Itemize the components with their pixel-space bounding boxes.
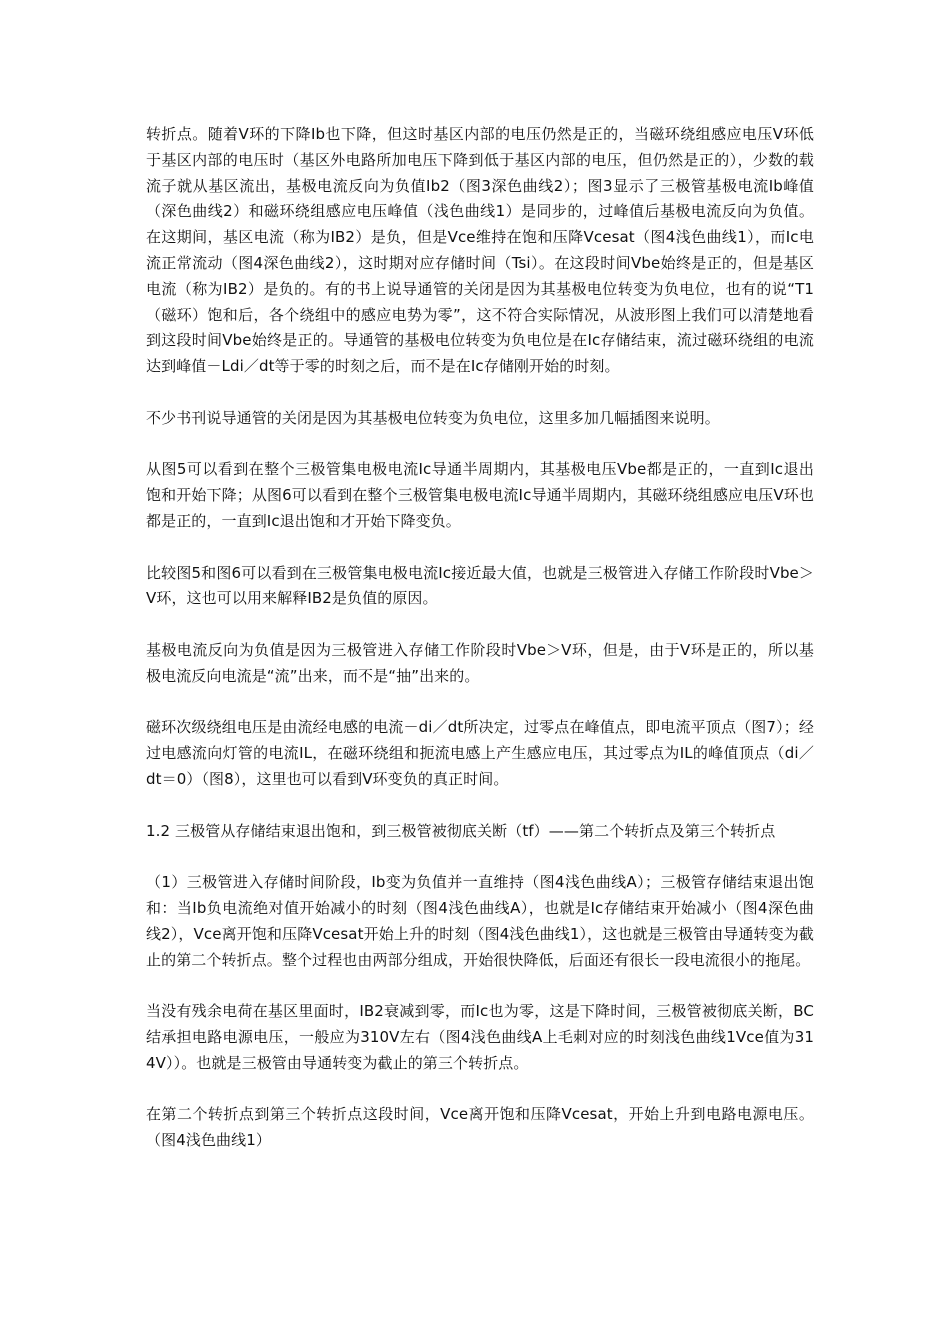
paragraph-illustration-note: 不少书刊说导通管的关闭是因为其基极电位转变为负电位，这里多加几幅插图来说明。 <box>146 408 720 427</box>
paragraph-storage-time: 转折点。随着V环的下降Ib也下降，但这时基区内部的电压仍然是正的，当磁环绕组感应电压V环低于基区内部的电压时（基区外电路所加电压下降到低于基区内部的电压，但仍然是正的），少数的载流子就从基区流出，基极电流反向为负值Ib2（图3深色曲线2）；图3显示了三极管基极电流Ib峰值（深色曲线2）和磁环绕组感应电压峰值（浅色曲线1）是同步的，过峰值后基极电流反向为负值。在这期间，基区电流（称为IB2）是负，但是Vce维持在饱和压降Vcesat（图4浅色曲线1），而Ic电流正常流动（图4深色曲线2），这时期对应存储时间（Tsi）。在这段时间Vbe始终是正的，但是基区电流（称为IB2）是负的。有的书上说导通管的关闭是因为其基极电位转变为负电位，也有的说“T1（磁环）饱和后，各个绕组中的感应电势为零”，这不符合实际情况，从波形图上我们可以清楚地看到这段时间Vbe始终是正的。导通管的基极电位转变为负电位是在Ic存储结束，流过磁环绕组的电流达到峰值－Ldi／dt等于零的时刻之后，而不是在Ic存储刚开始的时刻。 <box>146 125 814 376</box>
paragraph-figure5-figure6: 从图5可以看到在整个三极管集电极电流Ic导通半周期内，其基极电压Vbe都是正的，一直到Ic退出饱和开始下降；从图6可以看到在整个三极管集电极电流Ic导通半周期内，其磁环绕组感应电压V环也都是正的，一直到Ic退出饱和才开始下降变负。 <box>146 460 814 530</box>
paragraph-compare-figures: 比较图5和图6可以看到在三极管集电极电流Ic接近最大值，也就是三极管进入存储工作阶段时Vbe＞V环，这也可以用来解释IB2是负值的原因。 <box>146 563 814 608</box>
document-body <box>146 122 814 1180</box>
paragraph-fall-time: 当没有残余电荷在基区里面时，IB2衰减到零，而Ic也为零，这是下降时间，三极管被彻底关断，BC结承担电路电源电压，一般应为310V左右（图4浅色曲线A上毛刺对应的时刻浅色曲线1Vce值为314V））。也就是三极管由导通转变为截止的第三个转折点。 <box>146 1002 814 1072</box>
paragraph-secondary-winding: 磁环次级绕组电压是由流经电感的电流－di／dt所决定，过零点在峰值点，即电流平顶点（图7）；经过电感流向灯管的电流IL，在磁环绕组和扼流电感上产生感应电压，其过零点为IL的峰值顶点（di／dt＝0）（图8），这里也可以看到V环变负的真正时间。 <box>146 718 814 788</box>
section-heading-1-2: 1.2 三极管从存储结束退出饱和，到三极管被彻底关断（tf）——第二个转折点及第三个转折点 <box>146 821 776 840</box>
paragraph-vce-rise: 在第二个转折点到第三个转折点这段时间，Vce离开饱和压降Vcesat，开始上升到电路电源电压。（图4浅色曲线1） <box>146 1105 814 1150</box>
paragraph-storage-end: （1）三极管进入存储时间阶段，Ib变为负值并一直维持（图4浅色曲线A）；三极管存储结束退出饱和：当Ib负电流绝对值开始减小的时刻（图4浅色曲线A），也就是Ic存储结束开始减小（图4深色曲线2），Vce离开饱和压降Vcesat开始上升的时刻（图4浅色曲线1），这也就是三极管由导通转变为截止的第二个转折点。整个过程也由两部分组成，开始很快降低，后面还有很长一段电流很小的拖尾。 <box>146 873 814 969</box>
paragraph-negative-base-current: 基极电流反向为负值是因为三极管进入存储工作阶段时Vbe＞V环，但是，由于V环是正的，所以基极电流反向电流是“流”出来，而不是“抽”出来的。 <box>146 640 814 685</box>
